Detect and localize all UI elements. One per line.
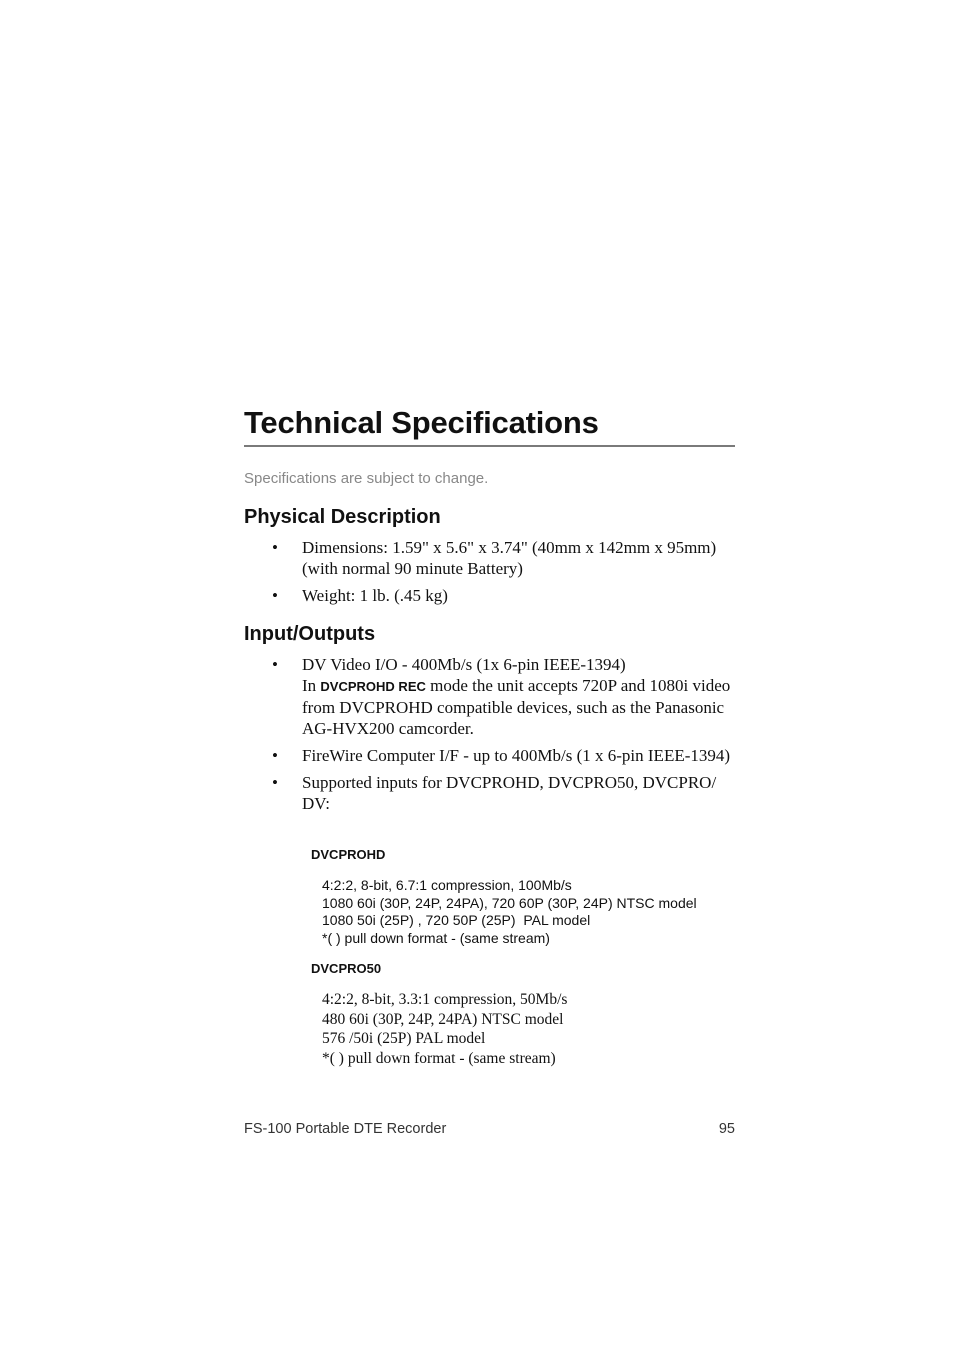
footer-title: FS-100 Portable DTE Recorder bbox=[244, 1121, 447, 1137]
input-outputs-list bbox=[244, 654, 739, 820]
bullet-icon: • bbox=[272, 538, 278, 557]
bullet-icon: • bbox=[272, 655, 278, 674]
dvcprohd-specs: 4:2:2, 8-bit, 6.7:1 compression, 100Mb/s 1080 60i (30P, 24P, 24PA), 720 60P (30P, 24P) NTSC model 1080 50i (25P) , 720 50P (25P) PAL model *( ) pull down format - (same stream) bbox=[322, 877, 697, 946]
list-item: • DV Video I/O - 400Mb/s (1x 6-pin IEEE-1394) In DVCPROHD REC mode the unit accepts 720P and 1080i video from DVCPROHD compatible devices, such as the Panasonic AG-HVX200 camcorder. bbox=[272, 655, 731, 738]
list-item: • Supported inputs for DVCPROHD, DVCPRO50, DVCPRO/ DV: bbox=[272, 773, 717, 813]
input-outputs-heading: Input/Outputs bbox=[244, 623, 376, 645]
bullet-icon: • bbox=[272, 773, 278, 792]
list-item: • Weight: 1 lb. (.45 kg) bbox=[272, 586, 448, 605]
physical-description-heading: Physical Description bbox=[244, 506, 441, 528]
dvcpro50-specs: 4:2:2, 8-bit, 3.3:1 compression, 50Mb/s 480 60i (30P, 24P, 24PA) NTSC model 576 /50i (25P) PAL model *( ) pull down format - (same stream) bbox=[322, 991, 568, 1067]
page-title: Technical Specifications bbox=[244, 404, 735, 447]
bullet-icon: • bbox=[272, 746, 278, 765]
change-note: Specifications are subject to change. bbox=[244, 470, 489, 487]
bullet-icon: • bbox=[272, 586, 278, 605]
dvcprohd-heading: DVCPROHD bbox=[311, 847, 386, 862]
page-number: 95 bbox=[718, 1121, 735, 1137]
list-item: • FireWire Computer I/F - up to 400Mb/s (1 x 6-pin IEEE-1394) bbox=[272, 746, 731, 765]
mode-keyword: DVCPROHD REC bbox=[320, 679, 426, 694]
list-item: • Dimensions: 1.59" x 5.6" x 3.74" (40mm x 142mm x 95mm) (with normal 90 minute Battery) bbox=[272, 538, 717, 578]
dvcpro50-heading: DVCPRO50 bbox=[311, 961, 382, 976]
physical-description-list bbox=[244, 537, 744, 612]
